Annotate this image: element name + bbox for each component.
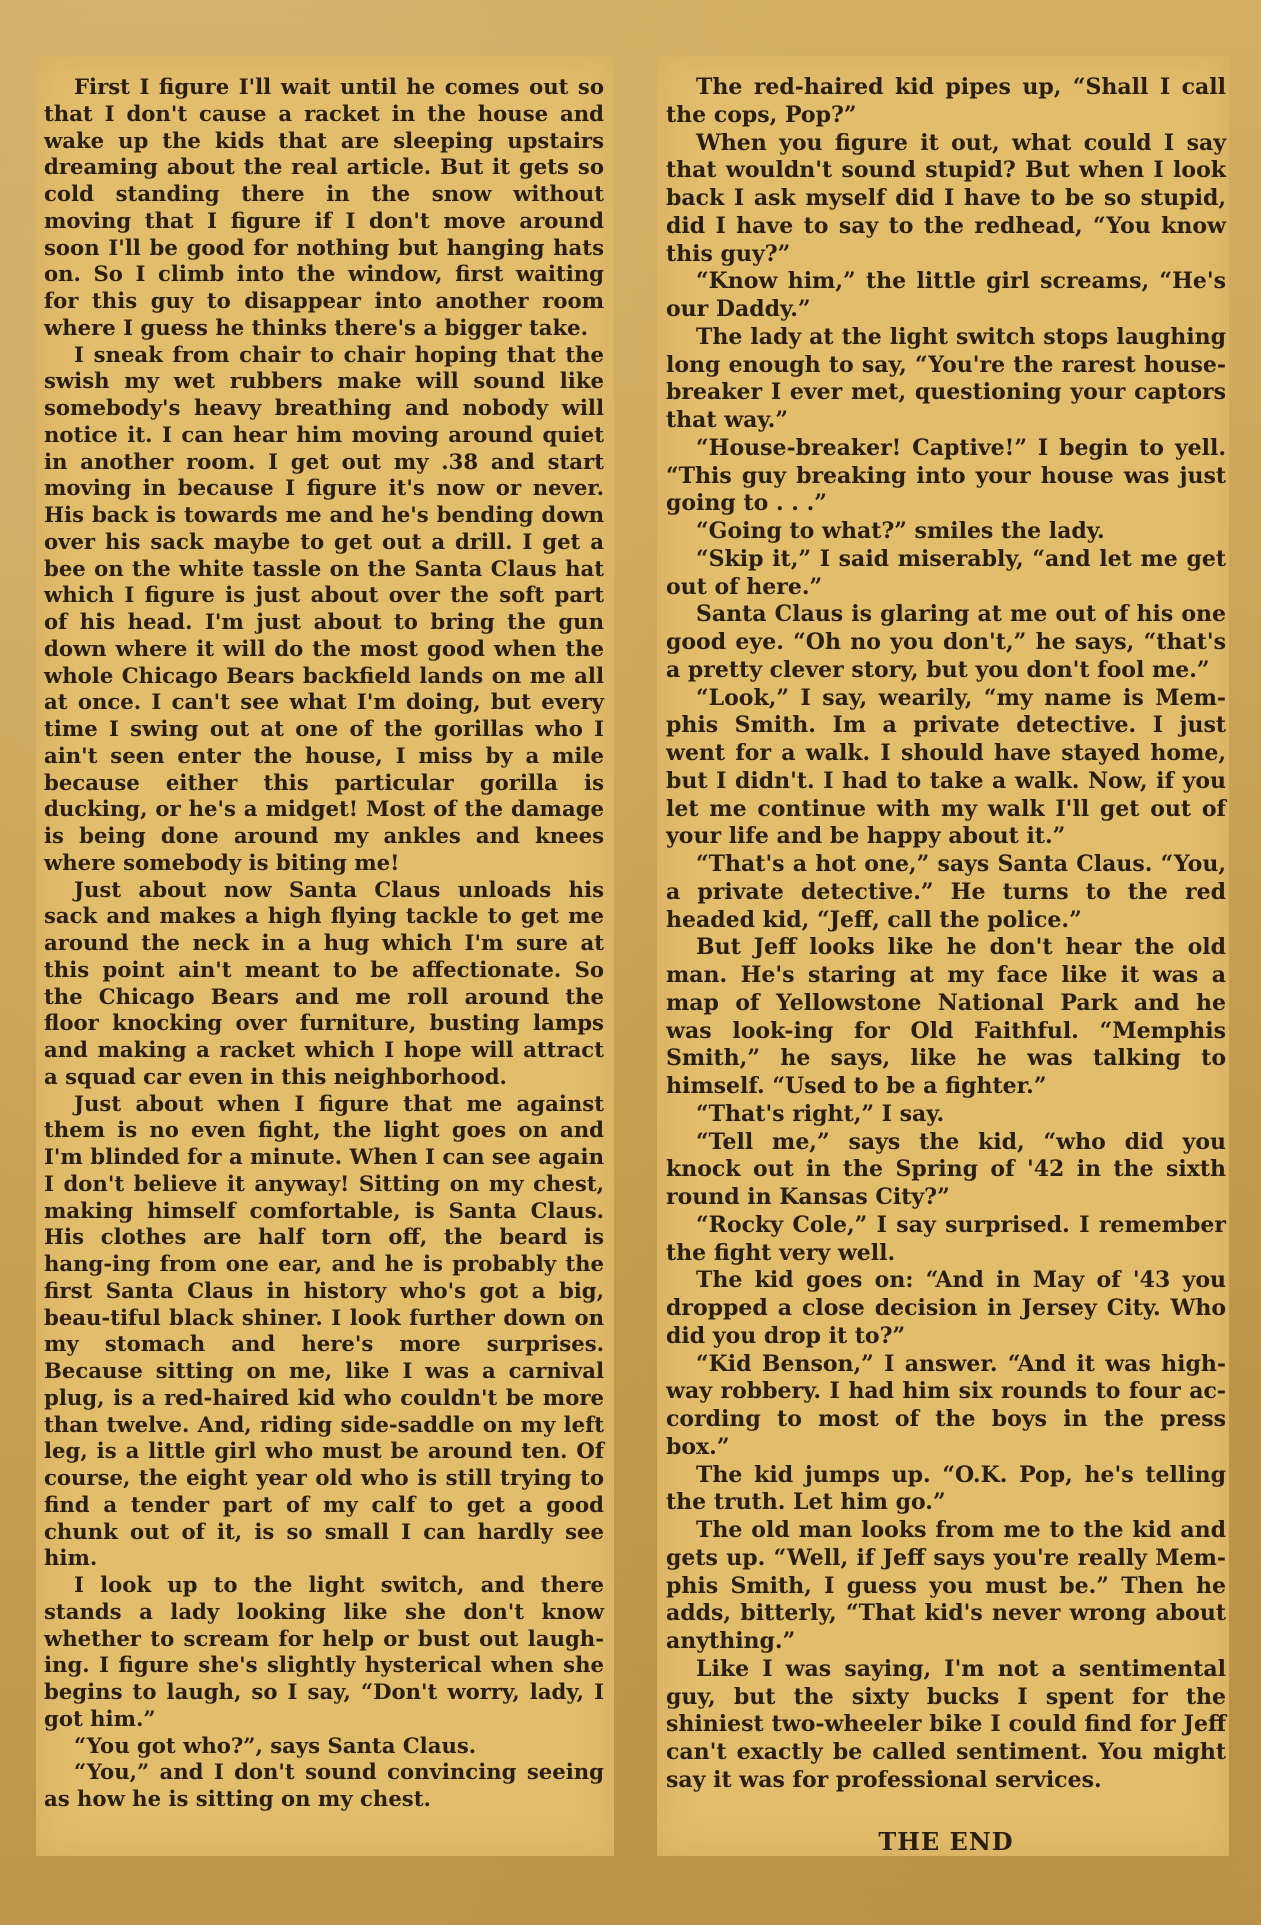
paragraph: “That's a hot one,” says Santa Claus. “You, a private detective.” He turns to the red headed kid, “Jeff, call the police.” <box>666 851 1226 933</box>
paragraph: “Skip it,” I said miserably, “and let me get out of here.” <box>666 545 1226 600</box>
paragraph: “You,” and I don't sound convincing seeing as how he is sitting on my chest. <box>44 1759 604 1811</box>
paragraph: “Rocky Cole,” I say surprised. I remember the fight very well. <box>666 1211 1226 1266</box>
paragraph: “Look,” I say, wearily, “my name is Mem-phis Smith. Im a private detective. I just went for a walk. I should have stayed home, but I didn't. I had to take a walk. Now, if you let me continue with my walk I'll get out of your life and be happy about it.” <box>666 684 1226 850</box>
paragraph: “That's right,” I say. <box>696 1100 945 1127</box>
paragraph: “House-breaker! Captive!” I begin to yell. “This guy breaking into your house was just going to . . .” <box>666 434 1226 517</box>
paragraph: But Jeff looks like he don't hear the old man. He's staring at my face like it was a map of Yellowstone National Park and he was look-ing for Old Faithful. “Memphis Smith,” he says, like he was talking to himself. “Used to be a fighter.” <box>666 934 1226 1099</box>
paragraph: Just about when I figure that me against them is no even fight, the light goes on and I'm blinded for a minute. When I can see again I don't believe it anyway! Sitting on my chest, making himself comfortable, is Santa Claus. His clothes are half torn off, the beard is hang-ing from one ear, and he is probably the first Santa Claus in history who's got a big, beau-tiful black shiner. I look further down on my stomach and here's more surprises. Because sitting on me, like I was a carnival plug, is a red-haired kid who couldn't be more than twelve. And, riding side-saddle on my left leg, is a little girl who must be around ten. Of course, the eight year old who is still trying to find a tender part of my calf to get a good chunk out of it, is so small I can hardly see him. <box>44 1090 604 1571</box>
paragraph: The kid goes on: “And in May of '43 you dropped a close decision in Jersey City. Who did you drop it to?” <box>666 1267 1226 1349</box>
left-column <box>44 74 604 1813</box>
paragraph: I look up to the light switch, and there stands a lady looking like she don't know whether to scream for help or bust out laugh-ing. I figure she's slightly hysterical when she begins to laugh, so I say, “Don't worry, lady, I got him.” <box>44 1572 604 1731</box>
paragraph: The lady at the light switch stops laughing long enough to say, “You're the rarest house-breaker I ever met, questioning your captors that way.” <box>666 323 1226 433</box>
paragraph: “Kid Benson,” I answer. “And it was high-way robbery. I had him six rounds to four ac-cording to most of the boys in the press box.” <box>666 1350 1226 1460</box>
paragraph: When you figure it out, what could I say that wouldn't sound stupid? But when I look back I ask myself did I have to be so stupid, did I have to say to the redhead, “You know this guy?” <box>666 129 1226 267</box>
the-end-heading: THE END <box>878 1827 1014 1856</box>
paragraph: I sneak from chair to chair hoping that the swish my wet rubbers make will sound like somebody's heavy breathing and nobody will notice it. I can hear him moving around quiet in another room. I get out my .38 and start moving in because I figure it's now or never. His back is towards me and he's bending down over his sack maybe to get out a drill. I get a bee on the white tassle on the Santa Claus hat which I figure is just about over the soft part of his head. I'm just about to bring the gun down where it will do the most good when the whole Chicago Bears backfield lands on me all at once. I can't see what I'm doing, but every time I swing out at one of the gorillas who I ain't seen enter the house, I miss by a mile because either this particular gorilla is ducking, or he's a midget! Most of the damage is being done around my ankles and knees where somebody is biting me! <box>44 341 604 875</box>
paragraph: The kid jumps up. “O.K. Pop, he's telling the truth. Let him go.” <box>666 1461 1226 1516</box>
paragraph: First I figure I'll wait until he comes out so that I don't cause a racket in the house and wake up the kids that are sleeping upstairs dreaming about the real article. But it gets so cold standing there in the snow without moving that I figure if I don't move around soon I'll be good for nothing but hanging hats on. So I climb into the window, first waiting for this guy to disappear into another room where I guess he thinks there's a bigger take. <box>44 74 604 340</box>
right-column <box>666 74 1226 1795</box>
paragraph: Santa Claus is glaring at me out of his one good eye. “Oh no you don't,” he says, “that's a pretty clever story, but you don't fool me.” <box>666 601 1226 683</box>
paragraph: “Going to what?” smiles the lady. <box>696 518 1105 544</box>
paragraph: “Tell me,” says the kid, “who did you knock out in the Spring of '42 in the sixth round in Kansas City?” <box>666 1128 1226 1210</box>
paragraph: Just about now Santa Claus unloads his sack and makes a high flying tackle to get me around the neck in a hug which I'm sure at this point ain't meant to be affectionate. So the Chicago Bears and me roll around the floor knocking over furniture, busting lamps and making a racket which I hope will attract a squad car even in this neighborhood. <box>44 876 604 1089</box>
paragraph: “You got who?”, says Santa Claus. <box>74 1732 477 1758</box>
paragraph: Like I was saying, I'm not a sentimental guy, but the sixty bucks I spent for the shiniest two-wheeler bike I could find for Jeff can't exactly be called sentiment. You might say it was for professional services. <box>666 1655 1226 1793</box>
paragraph: “Know him,” the little girl screams, “He's our Daddy.” <box>666 268 1226 322</box>
paragraph: The old man looks from me to the kid and gets up. “Well, if Jeff says you're really Mem-phis Smith, I guess you must be.” Then he adds, bitterly, “That kid's never wrong about anything.” <box>666 1517 1226 1654</box>
paragraph: The red-haired kid pipes up, “Shall I call the cops, Pop?” <box>666 74 1226 128</box>
